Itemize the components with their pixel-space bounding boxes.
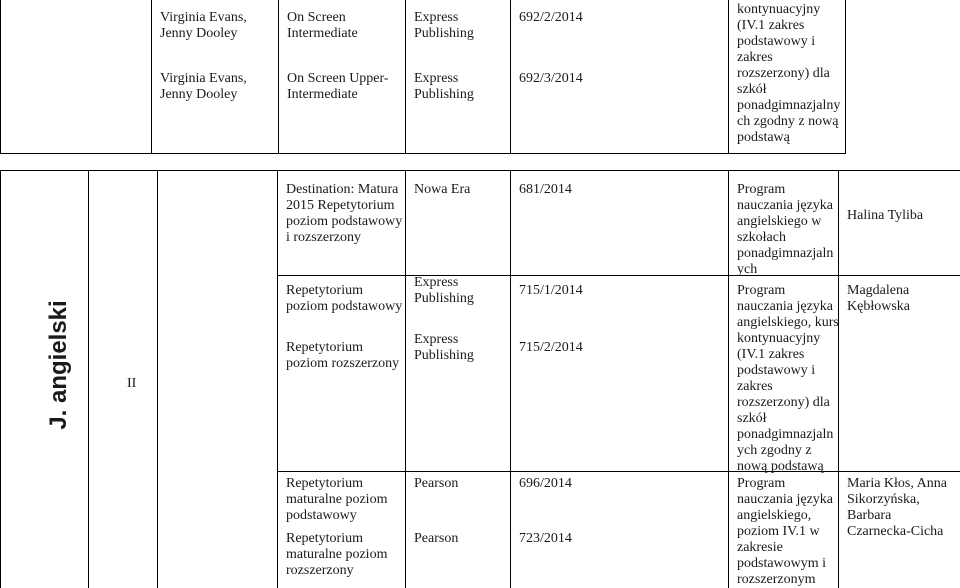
level-label: II <box>127 376 137 391</box>
approval-number-cell: 692/3/2014 <box>519 71 583 86</box>
program-cell: Program nauczania języka angielskiego w szkołach ponadgimnazjaln ych <box>737 182 834 277</box>
title-cell: On Screen Intermediate <box>287 10 358 41</box>
border-line <box>845 0 846 154</box>
title-cell: Repetytorium maturalne poziom podstawowy <box>286 476 388 523</box>
border-line <box>277 471 960 472</box>
author-cell: Virginia Evans, Jenny Dooley <box>160 10 247 41</box>
publisher-cell: Nowa Era <box>414 182 471 197</box>
approval-number-cell: 681/2014 <box>519 182 572 197</box>
title-cell: On Screen Upper- Intermediate <box>287 71 389 102</box>
approval-number-cell: 692/2/2014 <box>519 10 583 25</box>
teacher-cell: Maria Kłos, Anna Sikorzyńska, Barbara Czarnecka-Cicha <box>847 476 947 539</box>
border-line <box>728 170 729 588</box>
teacher-cell: Halina Tyliba <box>847 208 924 223</box>
program-cell: kontynuacyjny (IV.1 zakres podstawowy i zakres rozszerzony) dla szkół ponadgimnazjalny ch zgodny z nową podstawą <box>737 2 841 145</box>
subject-label: J. angielski <box>45 300 72 430</box>
border-line <box>0 170 1 588</box>
border-line <box>277 275 960 276</box>
border-line <box>0 0 1 154</box>
border-line <box>405 0 406 154</box>
program-cell: Program nauczania języka angielskiego, poziom IV.1 w zakresie podstawowym i rozszerzonym <box>737 476 833 587</box>
title-cell: Repetytorium poziom podstawowy <box>286 283 403 314</box>
border-line <box>0 153 846 154</box>
publisher-cell: Express Publishing <box>414 275 474 306</box>
border-line <box>728 0 729 154</box>
approval-number-cell: 715/2/2014 <box>519 340 583 355</box>
border-line <box>277 170 278 588</box>
publisher-cell: Express Publishing <box>414 10 474 41</box>
border-line <box>278 0 279 154</box>
subject-cell <box>35 270 83 460</box>
title-cell: Repetytorium poziom rozszerzony <box>286 340 400 371</box>
publisher-cell: Pearson <box>414 476 459 491</box>
approval-number-cell: 696/2014 <box>519 476 572 491</box>
publisher-cell: Express Publishing <box>414 71 474 102</box>
border-line <box>88 170 89 588</box>
border-line <box>157 170 158 588</box>
approval-number-cell: 723/2014 <box>519 531 572 546</box>
border-line <box>0 170 960 171</box>
border-line <box>151 0 152 154</box>
approval-number-cell: 715/1/2014 <box>519 283 583 298</box>
publisher-cell: Express Publishing <box>414 332 474 363</box>
title-cell: Repetytorium maturalne poziom rozszerzony <box>286 531 388 578</box>
border-line <box>510 0 511 154</box>
publisher-cell: Pearson <box>414 531 459 546</box>
border-line <box>510 170 511 588</box>
author-cell: Virginia Evans, Jenny Dooley <box>160 71 247 102</box>
title-cell: Destination: Matura 2015 Repetytorium poziom podstawowy i rozszerzony <box>286 182 403 245</box>
program-cell: Program nauczania języka angielskiego, kurs kontynuacyjny (IV.1 zakres podstawowy i zakres rozszerzony) dla szkół ponadgimnazjaln ych zgodny z nową podstawą <box>737 283 839 474</box>
border-line <box>405 170 406 588</box>
teacher-cell: Magdalena Kębłowska <box>847 283 910 314</box>
